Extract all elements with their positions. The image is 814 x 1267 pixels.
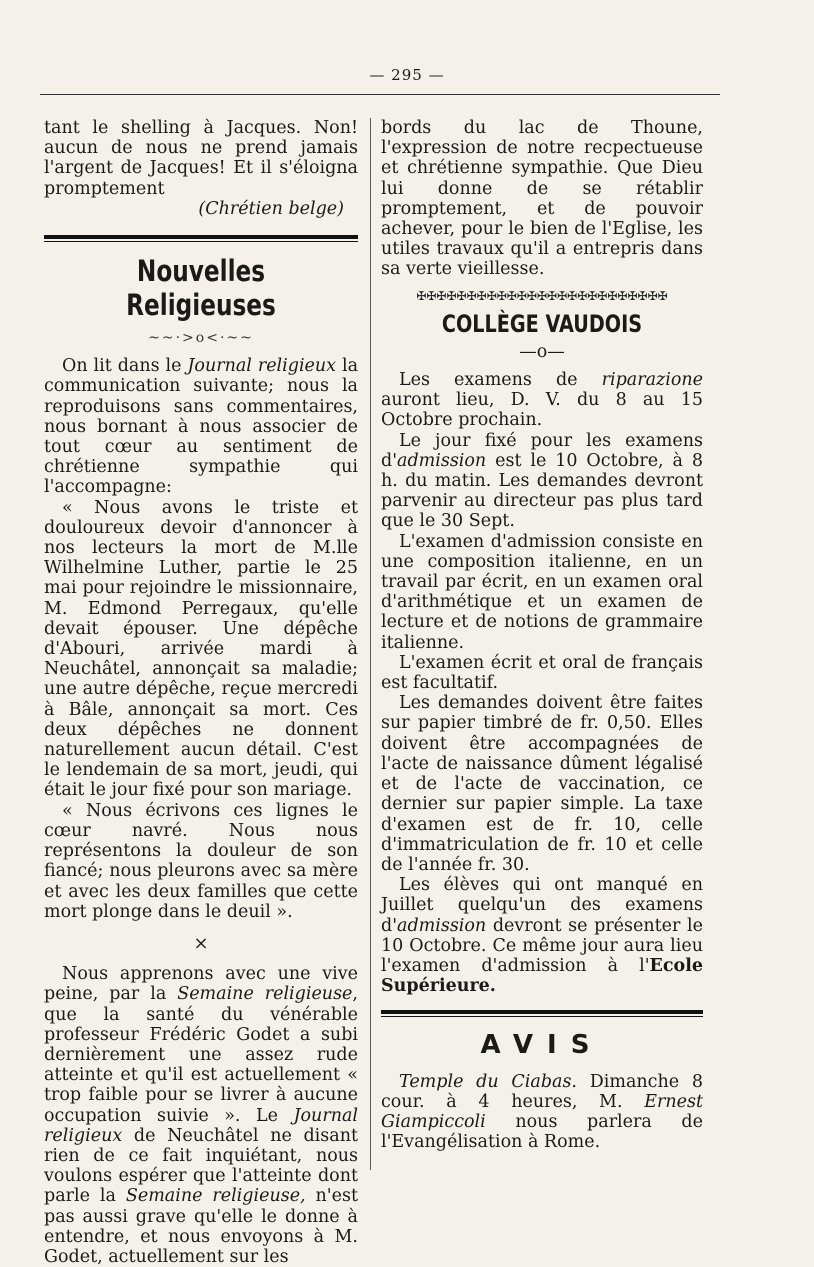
page-number: — 295 —	[369, 66, 445, 84]
college-subdivider: —o—	[519, 341, 565, 362]
continued-paragraph: bords du lac de Thoune, l'expression de notre recpectueuse et chrétienne sympathie. Que Dieu lui donne de se rétablir promptement, et de pouvoir achever, pour le bien de l'Eglise, les utiles travaux qu'il a entrepris dans sa verte vieillesse.	[381, 118, 703, 280]
college-paragraph-5: Les demandes doivent être faites sur papier timbré de fr. 0,50. Elles doivent être accompagnées de l'acte de naissance dûment légalisé et de l'acte de vaccination, ce dernier sur papier simple. La taxe d'examen est de fr. 10, celle d'immatriculation de fr. 10 et celle de l'année fr. 30.	[381, 693, 703, 875]
ornament-row: ✠✠✠✠✠✠✠✠✠✠✠✠✠✠✠✠✠✠✠✠✠✠✠✠✠	[416, 288, 668, 303]
column-divider	[370, 118, 371, 1170]
news-paragraph-3: « Nous écrivons ces lignes le cœur navré. Nous nous représentons la douleur de son fiancé; nous pleurons avec sa mère et avec les deux familles que cette mort plonge dans le deuil ».	[44, 800, 358, 922]
ornament-divider: ~~·>o<·~~	[148, 330, 254, 347]
college-paragraph-3: L'examen d'admission consiste en une composition italienne, en un travail par écrit, en un examen oral d'arithmétique et un examen de lecture et de notions de grammaire italienne.	[381, 531, 703, 653]
cross-separator: ×	[193, 932, 209, 954]
section-rule-thick	[44, 235, 358, 239]
college-paragraph-1: Les examens de riparazione auront lieu, D. V. du 8 au 15 Octobre prochain.	[381, 370, 703, 431]
header-rule	[40, 94, 720, 95]
avis-rule-thin	[381, 1016, 703, 1017]
avis-rule-thick	[381, 1010, 703, 1014]
avis-title: AVIS	[480, 1030, 604, 1061]
college-paragraph-4: L'examen écrit et oral de français est facultatif.	[381, 652, 703, 694]
left-column	[44, 118, 358, 1267]
news-paragraph-4: Nous apprenons avec une vive peine, par la Semaine religieuse, que la santé du vénérable professeur Frédéric Godet a subi dernièrement une assez rude atteinte et qu'il est actuellement « trop faible pour se livrer à aucune occupation suivie ». Le Journal religieux de Neuchâtel ne disant rien de ce fait inquiétant, nous voulons espérer que l'atteinte dont parle la Semaine religieuse, n'est pas aussi grave qu'elle le donne à entendre, et nous envoyons à M. Godet, actuellement sur les	[44, 964, 358, 1267]
section-rule-thin	[44, 241, 358, 242]
news-paragraph-1: On lit dans le Journal religieux la communication suivante; nous la reproduisons sans commentaires, nous bornant à nous associer de tout cœur au sentiment de chrétienne sympathie qui l'accompagne:	[44, 356, 359, 498]
avis-paragraph: Temple du Ciabas. Dimanche 8 cour. à 4 heures, M. Ernest Giampiccoli nous parlera de l'Evangélisation à Rome.	[381, 1071, 703, 1153]
college-title: COLLÈGE VAUDOIS	[441, 309, 643, 338]
right-column	[381, 118, 703, 1152]
source-credit: (Chrétien belge)	[198, 198, 344, 219]
college-paragraph-6: Les élèves qui ont manqué en Juillet quelqu'un des examens d'admission devront se présenter le 10 Octobre. Ce même jour aura lieu l'examen d'admission à l'Ecole Supérieure.	[381, 875, 703, 997]
intro-paragraph: tant le shelling à Jacques. Non! aucun de nous ne prend jamais l'argent de Jacques! Et il s'éloigna promptement	[44, 118, 358, 199]
news-paragraph-2: « Nous avons le triste et douloureux devoir d'annoncer à nos lecteurs la mort de M.lle Wilhelmine Luther, partie le 25 mai pour rejoindre le missionnaire, M. Edmond Perregaux, qu'elle devait épouser. Une dépêche d'Abouri, arrivée mardi à Neuchâtel, annonçait sa maladie; une autre dépêche, reçue mercredi à Bâle, annonçait sa mort. Ces deux dépêches ne donnent naturellement aucun détail. C'est le lendemain de sa mort, jeudi, qui était le jour fixé pour son mariage.	[44, 497, 358, 801]
section-title: Nouvelles Religieuses	[126, 254, 276, 323]
college-paragraph-2: Le jour fixé pour les examens d'admission est le 10 Octobre, à 8 h. du matin. Les demandes devront parvenir au directeur pas plus tard que le 30 Sept.	[381, 430, 703, 532]
